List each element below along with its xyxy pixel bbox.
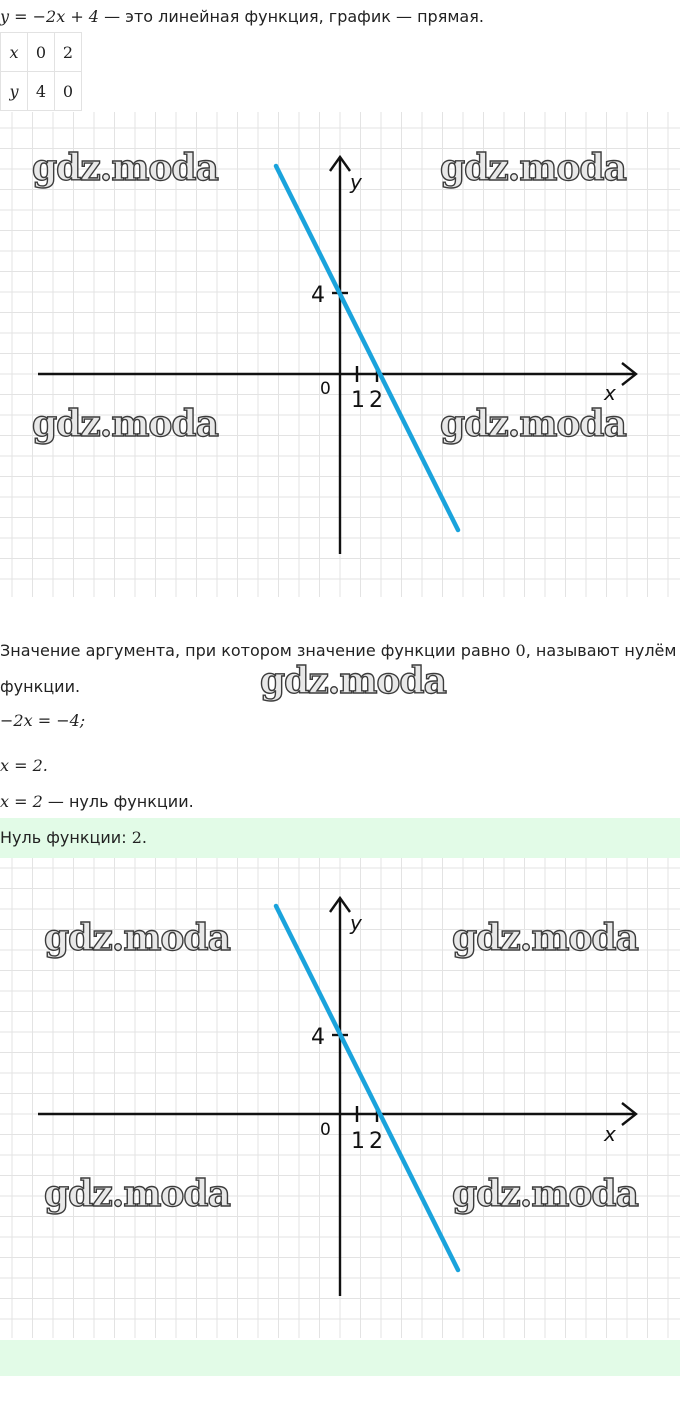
table-head-y: y <box>1 72 28 111</box>
table-cell: 0 <box>28 33 55 72</box>
table-cell: 0 <box>55 72 82 111</box>
y-tick-label: 4 <box>311 283 325 308</box>
watermark: gdz.moda <box>452 917 638 959</box>
table-row-x <box>1 33 82 72</box>
table-cell: 4 <box>28 72 55 111</box>
watermark: gdz.moda <box>440 403 626 445</box>
definition-zero: 0 <box>515 641 526 660</box>
y-axis-label: y <box>350 911 362 935</box>
equation-3 <box>0 792 194 811</box>
equation-1: −2x = −4; <box>0 711 86 730</box>
watermark: gdz.moda <box>260 660 446 702</box>
equation-3-math: x = 2 <box>0 792 43 811</box>
x-tick-label: 1 <box>351 1129 365 1154</box>
function-line <box>276 166 458 530</box>
table-cell: 2 <box>55 33 82 72</box>
x-tick-label: 2 <box>369 388 383 413</box>
value-table <box>0 32 82 111</box>
function-graph-2 <box>0 858 680 1338</box>
definition-line-1 <box>0 641 676 660</box>
watermark: gdz.moda <box>32 147 218 189</box>
watermark: gdz.moda <box>452 1173 638 1215</box>
origin-label: 0 <box>320 1120 331 1140</box>
answer-value: 2. <box>131 828 147 847</box>
equation-2: x = 2. <box>0 756 48 775</box>
function-line <box>276 906 458 1270</box>
x-tick-label: 2 <box>369 1129 383 1154</box>
definition-text: , называют нулём <box>525 641 677 660</box>
y-tick-label: 4 <box>311 1025 325 1050</box>
function-graph-1 <box>0 112 680 597</box>
equation-3-text: — нуль функции. <box>42 792 194 811</box>
y-axis-label: y <box>350 170 362 194</box>
table-head-x: x <box>1 33 28 72</box>
answer-text: Нуль функции: <box>0 828 132 847</box>
table-row-y <box>1 72 82 111</box>
bottom-band <box>0 1340 680 1376</box>
watermark: gdz.moda <box>440 147 626 189</box>
x-tick-label: 1 <box>351 388 365 413</box>
intro-text: — это линейная функция, график — прямая. <box>98 7 484 26</box>
answer-line <box>0 828 147 847</box>
axes <box>38 157 636 554</box>
definition-line-2: функции. <box>0 677 81 696</box>
definition-text: Значение аргумента, при котором значение функции равно <box>0 641 516 660</box>
intro-formula: y = −2x + 4 <box>0 7 99 26</box>
x-axis-label: x <box>604 1122 616 1146</box>
origin-label: 0 <box>320 379 331 399</box>
intro-line <box>0 7 484 26</box>
watermark: gdz.moda <box>32 403 218 445</box>
watermark: gdz.moda <box>44 917 230 959</box>
x-axis-label: x <box>604 381 616 405</box>
watermark: gdz.moda <box>44 1173 230 1215</box>
